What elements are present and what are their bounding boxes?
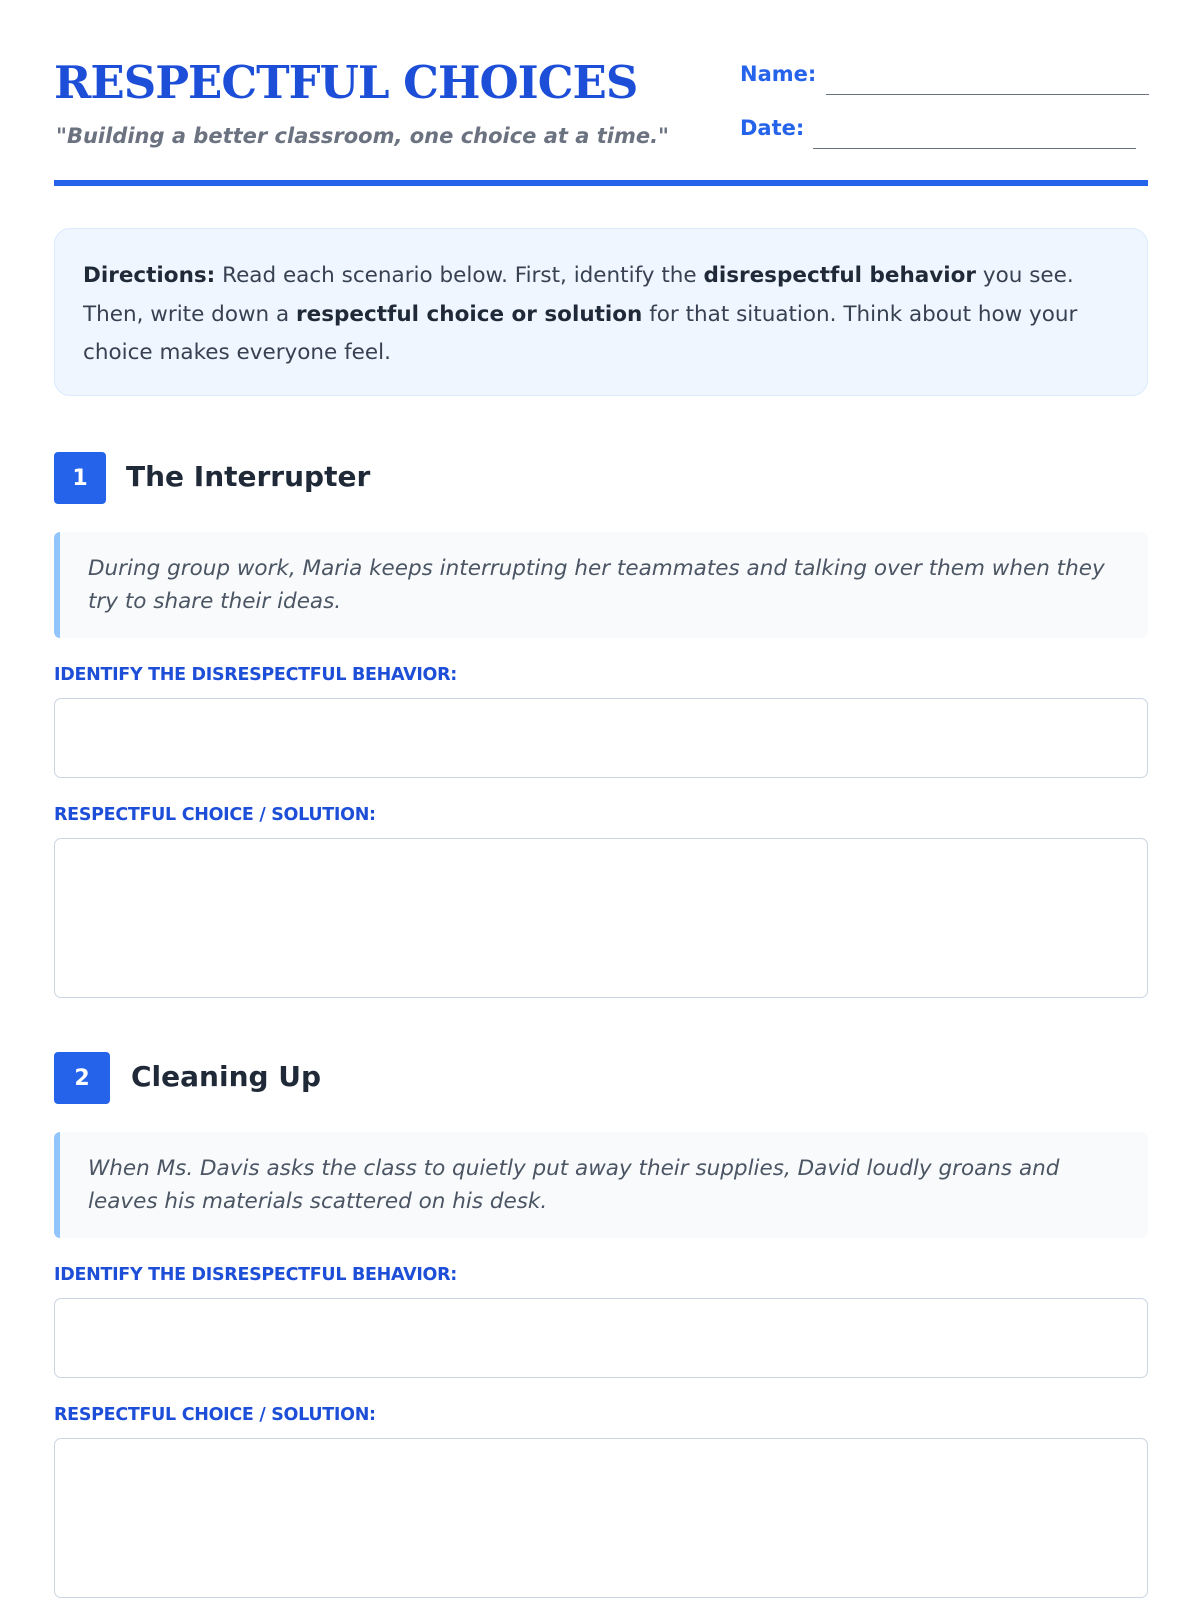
directions-bold-1: disrespectful behavior xyxy=(703,263,977,288)
worksheet-title: RESPECTFUL CHOICES xyxy=(54,56,638,109)
directions-bold-2: respectful choice or solution xyxy=(296,301,643,327)
directions-text-1: Read each scenario below. First, identify the xyxy=(215,263,704,288)
header-divider xyxy=(54,180,1148,186)
respectful-solution-input[interactable] xyxy=(54,1438,1148,1598)
date-field[interactable] xyxy=(813,148,1136,149)
name-field[interactable] xyxy=(826,94,1149,95)
scenario-title: The Interrupter xyxy=(126,460,371,493)
scenario-number-badge: 2 xyxy=(54,1052,110,1104)
identify-behavior-input[interactable] xyxy=(54,1298,1148,1378)
directions-label: Directions: xyxy=(83,263,216,288)
worksheet-subtitle: "Building a better classroom, one choice at a time." xyxy=(56,124,669,148)
respectful-solution-input[interactable] xyxy=(54,838,1148,998)
date-label: Date: xyxy=(740,116,805,140)
directions-box xyxy=(54,228,1148,396)
scenario-description: During group work, Maria keeps interrupting her teammates and talking over them when they try to share their ideas. xyxy=(54,532,1148,638)
identify-behavior-label: IDENTIFY THE DISRESPECTFUL BEHAVIOR: xyxy=(54,1265,457,1285)
scenario-number-badge: 1 xyxy=(54,452,106,504)
identify-behavior-input[interactable] xyxy=(54,698,1148,778)
respectful-solution-label: RESPECTFUL CHOICE / SOLUTION: xyxy=(54,1405,376,1425)
directions-text-3: for that situation. Think about how your choice makes everyone feel. xyxy=(83,301,1078,365)
respectful-solution-label: RESPECTFUL CHOICE / SOLUTION: xyxy=(54,805,376,825)
directions-text-2: you see. Then, write down a xyxy=(83,263,1074,327)
scenario-title: Cleaning Up xyxy=(131,1060,322,1093)
worksheet-header xyxy=(54,0,1148,186)
scenario-description: When Ms. Davis asks the class to quietly put away their supplies, David loudly groans and leaves his materials scattered on his desk. xyxy=(54,1132,1148,1238)
name-label: Name: xyxy=(740,62,817,86)
identify-behavior-label: IDENTIFY THE DISRESPECTFUL BEHAVIOR: xyxy=(54,665,457,685)
